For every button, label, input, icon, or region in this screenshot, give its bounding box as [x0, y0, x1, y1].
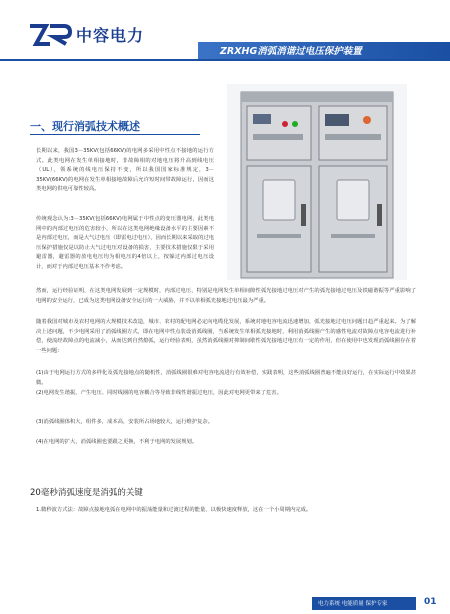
paragraph: 传统观念认为:3－35KV(包括66KV)电网属于中性点的变压器电网，此类电网中的内部过电压的危害较小，所以在这类电网绝缘设备水平的主要因素不是内部过电压，而是大气过电压（即雷电过电压），因而长期以来采取的过电压保护措施仅是以防止大气过电压对设备的损害，主要技术措施仅限于采用避雷器，避雷器的放电电压均为相电压的4倍以上，按躲过内部过电压设计，而对于内部过电压基本不作考虑。 [36, 216, 214, 270]
section-title-underline [30, 134, 200, 135]
section-title: 20毫秒消弧速度是消弧的关键 [30, 488, 143, 498]
switchgear-cabinet-image [227, 84, 407, 280]
section-title: 一、现行消弧技术概述 [30, 120, 140, 133]
company-logo-icon [28, 22, 72, 48]
paragraph: 长期以来，我国3－35KV(包括66KV)的电网多采用中性点不接地的运行方式。此类电网在发生单相接地时，非故障相的对地电压将升高到线电压（UL），领系统的线电压保持不变，所以我国国家标准规定，3－35KV(66KV)的电网在发生单相接地故障后允许短时间带故障运行，因而这类电网的供电可靠性较高。 [36, 148, 214, 193]
product-title: ZRXHG消弧消谐过电压保护装置 [220, 46, 362, 57]
paragraph: 1.微秒波方式法：故障点接地电弧在电网中的振荡能量和过渡过程的能量，以极快速度释放，这在一个小周期内完成。 [36, 507, 312, 513]
paragraph: (4)在电网的扩大，消弧线圈也要跟之更换，不利于电网的发展规划。 [36, 439, 198, 445]
page-header [0, 0, 450, 62]
paragraph: 随着我国对城市及农村电网的大规模技术改造，城市、农村的配电网必定向电缆化发展，系统对地电容电流迅速增加，弧光接地过电压问题日趋严重起来。为了解决上述问题，不少电网采用了消弧线圈方式，即在电网中性点装设消弧线圈，当系统发生单相弧光接地时，利用消弧线圈产生的感性电流对故障点电容电流进行补偿，使流经故障点的电流减小，从而达到自然熄弧，运行经验表明，虽然消弧线圈对抑制间歇性弧光接地过电压有一定的作用，但在使用中也发现消弧线圈存在着一些问题： [36, 319, 416, 354]
paragraph: 然而，运行经验证明，在这类电网发展到一定规模时，内部过电压，特别是电网发生单相间隙性弧光接地过电压对产生的弧光接地过电压及铁磁谐振等严重影响了电网的安全运行，已成为这类电网设备安全运行的一大威胁，并不以单相弧光接地过电压最为严重。 [36, 288, 416, 304]
paragraph: (2)电网发生谐振，产生电压、同时线圈的电容耦合等导致非线性谐振过电压，因此对电网更带来了危害。 [36, 390, 282, 396]
header-divider [0, 59, 450, 61]
page-number: 01 [424, 597, 437, 607]
footer-tagline: 电力系统 电能质量 保护专家 [318, 601, 388, 607]
company-name: 中容电力 [76, 26, 145, 45]
paragraph: (3)消弧线圈体积大，组件多，成本高，安装所占场地较大，运行维护复杂。 [36, 419, 214, 425]
paragraph: (1)由于电网运行方式的多样化及弧光接地点的随机性，消弧线圈很难对电容电流进行有效补偿，实践表明，这些消弧线圈普遍不能良好运行，在实际运行中效果甚微。 [36, 370, 416, 386]
